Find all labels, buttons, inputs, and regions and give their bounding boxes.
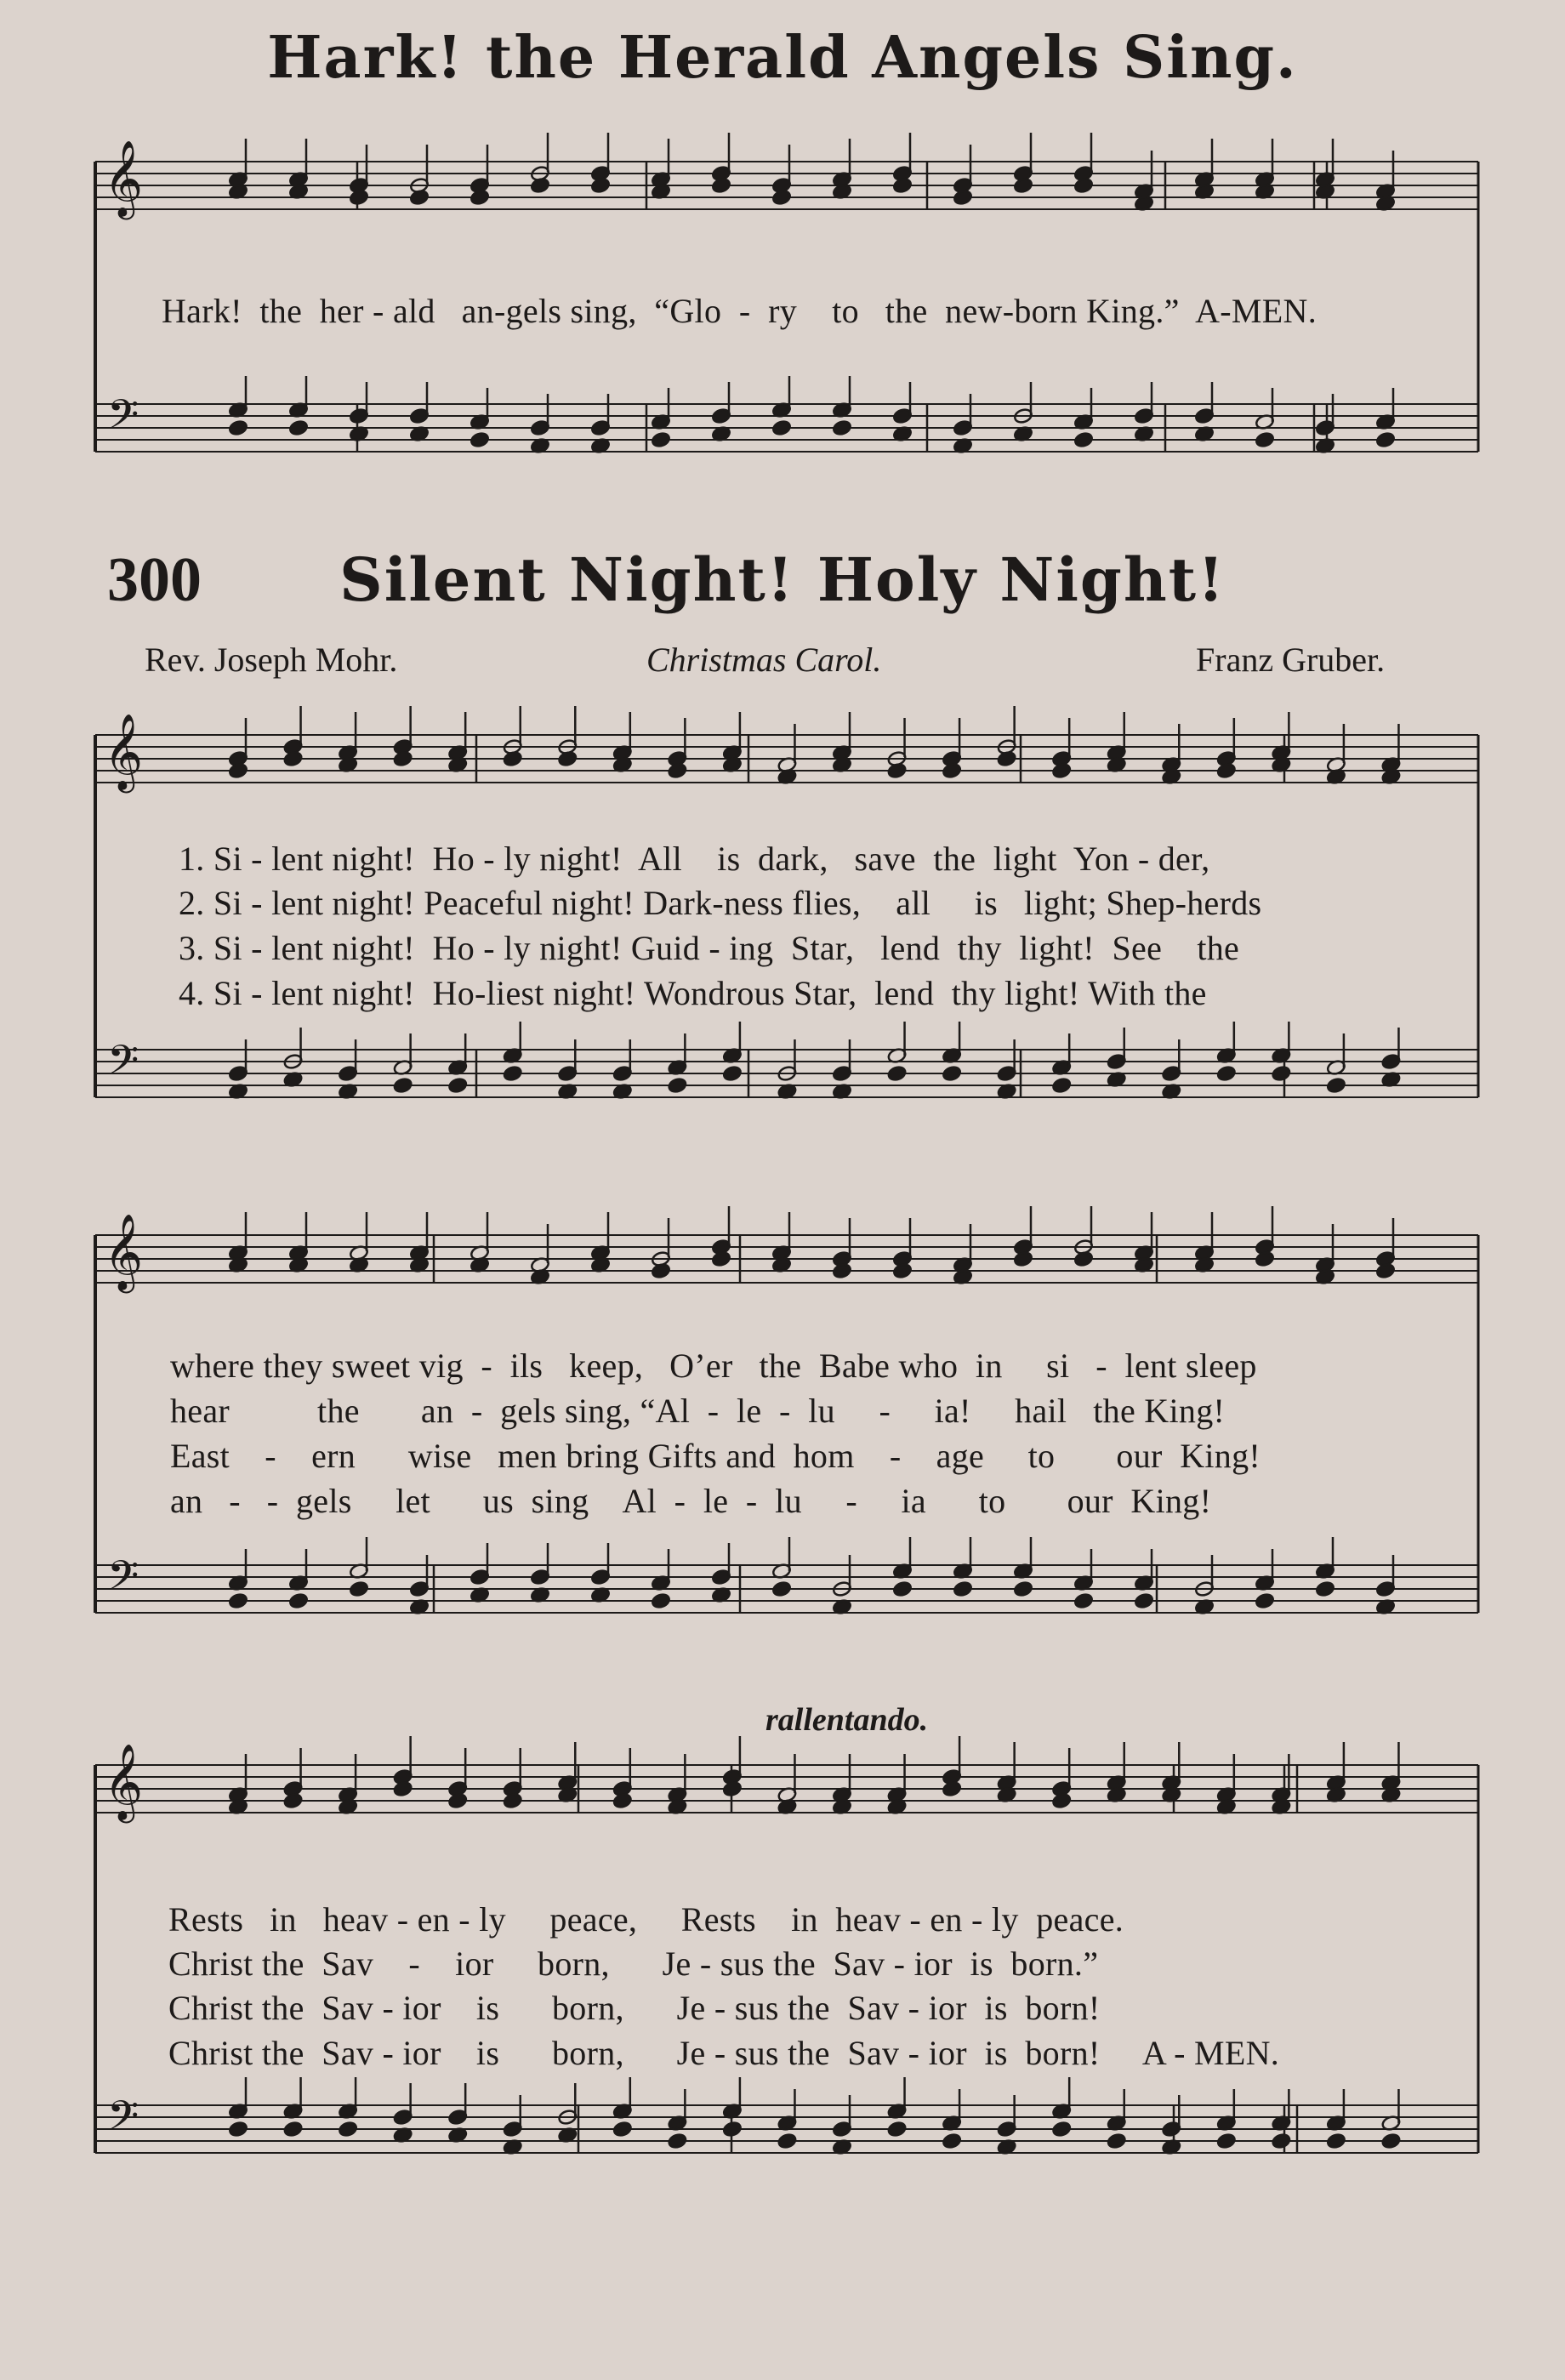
hymn-title: Silent Night! Holy Night!: [339, 544, 1226, 615]
svg-text:𝄢: 𝄢: [107, 2092, 139, 2149]
hymn-title: Hark! the Herald Angels Sing.: [267, 24, 1298, 92]
lyric-verse-2: 2. Si - lent night! Peaceful night! Dark-ness flies, all is light; Shep-herds: [179, 884, 1262, 922]
tempo-marking: rallentando.: [765, 1702, 929, 1738]
lyric-verse-4: 4. Si - lent night! Ho-liest night! Wondrous Star, lend thy light! With the: [179, 974, 1207, 1012]
lyric-verse-4: Christ the Sav - ior is born, Je - sus the Sav - ior is born! A - MEN.: [168, 2034, 1280, 2072]
lyric-verse-4: an - - gels let us sing Al - le - lu - ia to our King!: [170, 1482, 1212, 1520]
svg-text:𝄞: 𝄞: [104, 1214, 144, 1290]
svg-text:𝄞: 𝄞: [104, 140, 144, 217]
svg-text:𝄢: 𝄢: [107, 390, 139, 448]
lyric-verse-3: Christ the Sav - ior is born, Je - sus the Sav - ior is born!: [168, 1989, 1101, 2027]
lyric-verse-2: Christ the Sav - ior born, Je - sus the Sav - ior is born.”: [168, 1944, 1099, 1983]
lyric-verse-3: East - ern wise men bring Gifts and hom - age to our King!: [170, 1437, 1261, 1475]
lyric-line: Hark! the her - ald an-gels sing, “Glo - ry to the new-born King.” A-MEN.: [162, 292, 1317, 330]
tune-name: Christmas Carol.: [646, 641, 882, 679]
hymn-number: 300: [107, 545, 202, 615]
composer-credit: Franz Gruber.: [1196, 641, 1386, 679]
lyricist-credit: Rev. Joseph Mohr.: [145, 641, 398, 679]
lyric-verse-1: Rests in heav - en - ly peace, Rests in heav - en - ly peace.: [168, 1900, 1124, 1939]
svg-text:𝄢: 𝄢: [107, 1552, 139, 1609]
svg-text:𝄢: 𝄢: [107, 1036, 139, 1094]
lyric-verse-3: 3. Si - lent night! Ho - ly night! Guid - ing Star, lend thy light! See the: [179, 929, 1240, 967]
svg-text:𝄞: 𝄞: [104, 1744, 144, 1820]
lyric-verse-2: hear the an - gels sing, “Al - le - lu - ia! hail the King!: [170, 1392, 1226, 1430]
svg-text:𝄞: 𝄞: [104, 714, 144, 790]
lyric-verse-1: where they sweet vig - ils keep, O’er the Babe who in si - lent sleep: [170, 1347, 1257, 1385]
lyric-verse-1: 1. Si - lent night! Ho - ly night! All is dark, save the light Yon - der,: [179, 840, 1210, 878]
